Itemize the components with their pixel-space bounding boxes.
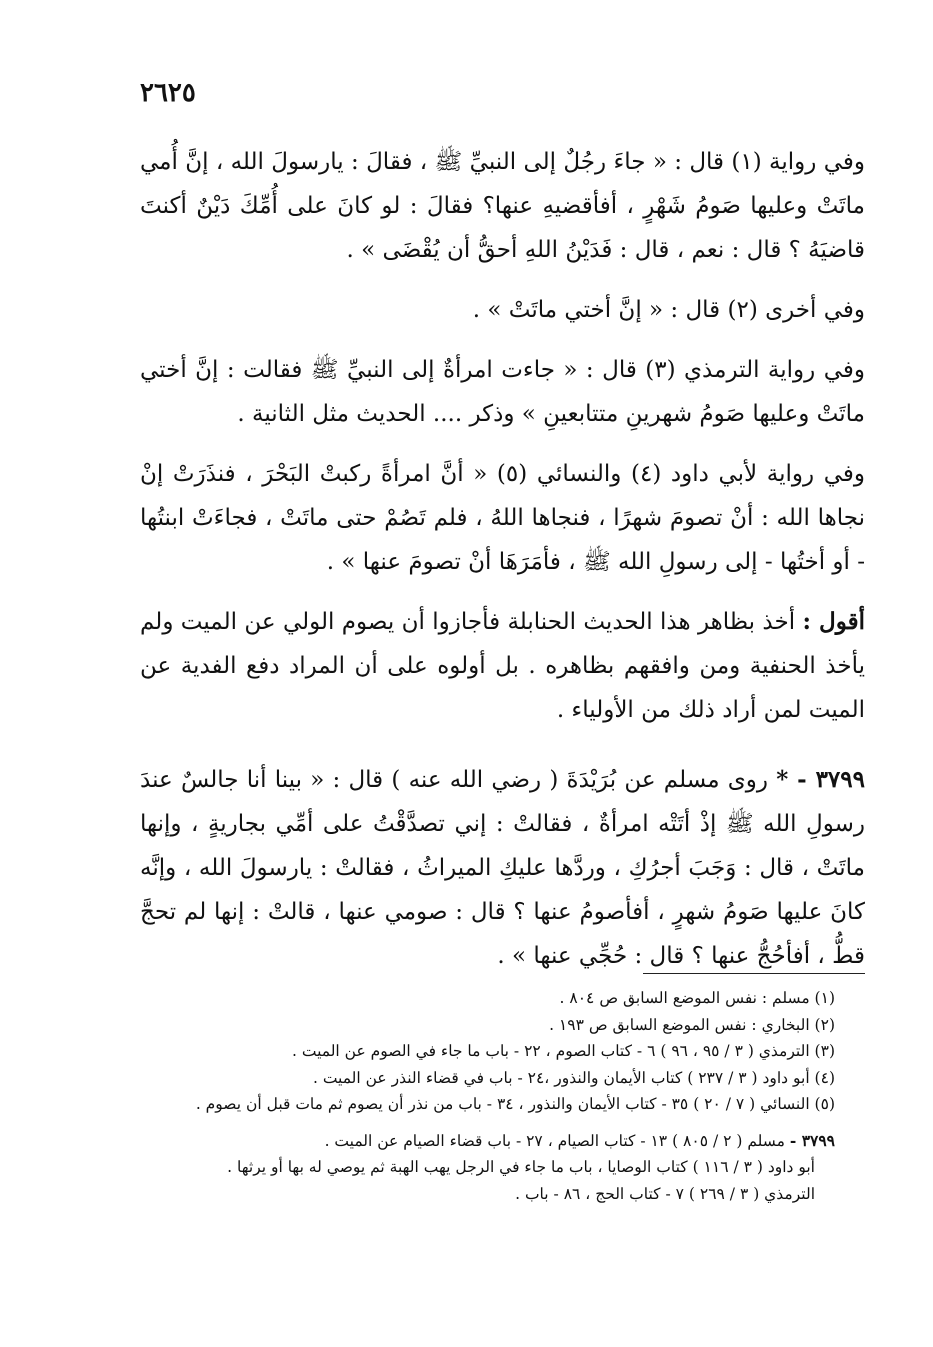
paragraph-abu-dawud: وفي رواية لأبي داود (٤) والنسائي (٥) « أنَّ امرأةً ركبتْ البَحْرَ ، فنذَرَتْ إنْ نجاها الله : أنْ تصومَ شهرًا ، فنجاها اللهُ ، فلم تَصُمْ حتى ماتَتْ ، فجاءَتْ ابنتُها - أو أختُها - إلى رسولِ الله ﷺ ، فأمَرَهَا أنْ تصومَ عنها » .	[140, 461, 865, 575]
paragraph-aqool	[140, 600, 865, 732]
paragraph-ukhra: وفي أخرى (٢) قال : « إنَّ أختي ماتَتْ » .	[472, 297, 865, 323]
footnote-3: (٣) الترمذي ( ٣ / ٩٥ ، ٩٦ ) ٦ - كتاب الصوم ، ٢٢ - باب ما جاء في الصوم عن الميت .	[292, 1042, 835, 1060]
hadith-ref-abu-dawud: أبو داود ( ٣ / ١١٦ ) كتاب الوصايا ، باب ما جاء في الرجل يهب الهبة ثم يوصي له بها أو يرثها .	[227, 1158, 815, 1176]
hadith-text: روى مسلم عن بُرَيْدَةَ ( رضي الله عنه ) قال : « بينا أنا جالسٌ عندَ رسولِ الله ﷺ إذْ أتَتْه امرأةٌ ، فقالتْ : إني تصدَّقْتُ على أمِّي بجاريةٍ ، وإنها ماتَتْ ، قال : وَجَبَ أجرُكِ ، وردَّها عليكِ الميراثُ ، فقالتْ : يارسولَ الله ، وإنَّه كانَ عليها صَومُ شهرٍ ، أفأصومُ عنها ؟ قال : صومي عنها ، قالتْ : إنها لم تحجَّ قطُّ ، أفأحُجُّ عنها ؟ قال : حُجِّي عنها » .	[140, 767, 865, 969]
footnote-1: (١) مسلم : نفس الموضع السابق ص ٨٠٤ .	[559, 989, 835, 1007]
hadith-ref-muslim-text: مسلم ( ٢ / ٨٠٥ ) ١٣ - كتاب الصيام ، ٢٧ - باب قضاء الصيام عن الميت .	[324, 1131, 790, 1150]
footnote-2: (٢) البخاري : نفس الموضع السابق ص ١٩٣ .	[549, 1015, 835, 1034]
hadith-ref-label: ٣٧٩٩ -	[789, 1130, 835, 1150]
page-number: ٢٦٢٥	[140, 78, 196, 108]
footnotes	[140, 985, 860, 1207]
hadith-references	[140, 1128, 860, 1208]
footnote-5: (٥) النسائي ( ٧ / ٢٠ ) ٣٥ - كتاب الأيمان والنذور ، ٣٤ - باب من نذر أن يصوم ثم مات قبل أن يصوم .	[195, 1095, 835, 1113]
main-text	[140, 140, 865, 994]
footnote-divider	[643, 973, 865, 974]
paragraph-riwaya-1: وفي رواية (١) قال : « جاءَ رجُلٌ إلى النبيِّ ﷺ ، فقالَ : يارسولَ الله ، إنَّ أُمي ماتَتْ وعليها صَومُ شَهْرٍ ، أفأقضيهِ عنها؟ فقالَ : لو كانَ على أُمِّكَ دَيْنٌ أكنتَ قاضيَهُ ؟ قال : نعم ، قال : فَدَيْنُ اللهِ أحقُّ أن يُقْضَى » .	[140, 149, 865, 263]
hadith-ref-muslim	[140, 1128, 860, 1155]
aqool-lead: أقول :	[802, 608, 865, 635]
footnote-4: (٤) أبو داود ( ٣ / ٢٣٧ ) كتاب الأيمان والنذور ،٢٤ - باب في قضاء النذر عن الميت .	[312, 1068, 835, 1087]
hadith-ref-tirmidhi: الترمذي ( ٣ / ٢٦٩ ) ٧ - كتاب الحج ، ٨٦ - باب .	[515, 1184, 815, 1203]
paragraph-hadith-3799	[140, 758, 865, 978]
aqool-text: أخذ بظاهر هذا الحديث الحنابلة فأجازوا أن يصوم الولي عن الميت ولم يأخذ الحنفية ومن وافقهم بظاهره . بل أولوه على أن المراد دفع الفدية عن الميت لمن أراد ذلك من الأولياء .	[140, 609, 865, 723]
paragraph-tirmidhi: وفي رواية الترمذي (٣) قال : « جاءت امرأةٌ إلى النبيِّ ﷺ فقالت : إنَّ أختي ماتَتْ وعليها صَومُ شهرينِ متتابعينِ » وذكر .... الحديث مثل الثانية .	[140, 357, 865, 427]
hadith-number: ٣٧٩٩ - *	[776, 766, 865, 793]
